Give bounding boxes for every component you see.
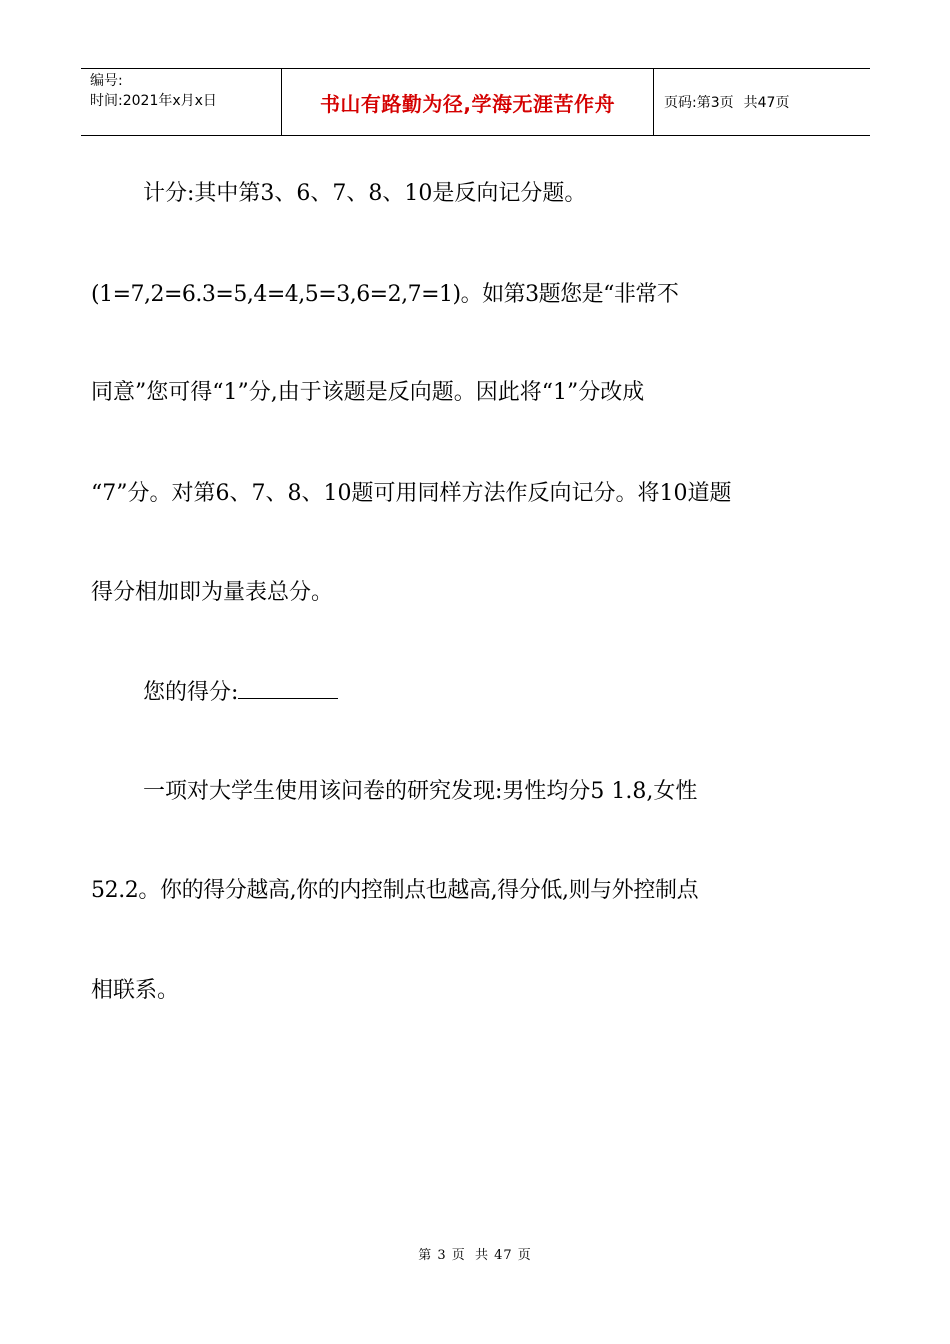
paragraph-scoring-rule: 计分:其中第3、6、7、8、10是反向记分题。: [143, 181, 587, 206]
paragraph-research-finding: 一项对大学生使用该问卷的研究发现:男性均分5 1.8,女性: [143, 779, 698, 804]
score-label: 您的得分:: [143, 680, 239, 705]
document-time-label: 时间:2021年x月x日: [90, 93, 217, 109]
paragraph-conclusion: 相联系。: [91, 978, 180, 1003]
paragraph-reverse-example: 同意”您可得“1”分,由于该题是反向题。因此将“1”分改成: [91, 380, 645, 405]
footer-page-number: 第 3 页: [418, 1248, 466, 1263]
score-blank-field[interactable]: [238, 676, 338, 699]
score-entry-line: [143, 676, 923, 709]
document-number-label: 编号:: [90, 73, 123, 89]
paragraph-reverse-mapping: (1=7,2=6.3=5,4=4,5=3,6=2,7=1)。如第3题您是“非常不: [91, 282, 679, 307]
header-motto: 书山有路勤为径,学海无涯苦作舟: [319, 91, 616, 116]
footer-total-pages: 共 47 页: [474, 1248, 532, 1263]
paragraph-total-score: 得分相加即为量表总分。: [91, 580, 334, 605]
header-motto-cell: [282, 69, 654, 135]
header-page-number: 页码:第3页: [664, 95, 734, 111]
header-total-pages: 共47页: [743, 95, 790, 111]
header-meta-cell: [81, 69, 282, 135]
header-page-cell: [654, 69, 870, 135]
page-header: [81, 68, 870, 136]
page-footer: [0, 1244, 950, 1263]
paragraph-reverse-instructions: “7”分。对第6、7、8、10题可用同样方法作反向记分。将10道题: [91, 481, 732, 506]
paragraph-score-interpretation: 52.2。你的得分越高,你的内控制点也越高,得分低,则与外控制点: [91, 878, 699, 903]
